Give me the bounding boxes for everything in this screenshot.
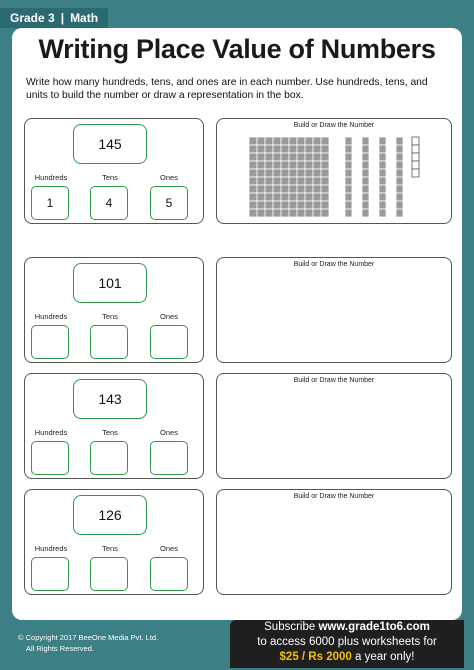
hundreds-flat-cell (281, 201, 289, 209)
tens-rod-cell (396, 137, 403, 145)
number-box: 101 (73, 263, 147, 303)
hundreds-flat-cell (305, 193, 313, 201)
hundreds-flat-cell (249, 185, 257, 193)
hundreds-flat-cell (281, 145, 289, 153)
hundreds-flat-cell (289, 169, 297, 177)
tens-rod-cell (362, 169, 369, 177)
hundreds-flat-cell (281, 153, 289, 161)
hundreds-flat-cell (265, 153, 273, 161)
hundreds-flat-cell (257, 161, 265, 169)
hundreds-flat-cell (313, 153, 321, 161)
hundreds-flat-cell (257, 153, 265, 161)
tens-rod-cell (345, 177, 352, 185)
ones-answer-box[interactable] (150, 557, 188, 591)
hundreds-flat-cell (321, 177, 329, 185)
tens-rod-cell (396, 185, 403, 193)
base-ten-model (217, 119, 451, 223)
hundreds-flat-cell (265, 169, 273, 177)
tens-rod-cell (379, 145, 386, 153)
hundreds-flat-cell (265, 161, 273, 169)
hundreds-flat-cell (273, 201, 281, 209)
hundreds-flat-cell (321, 153, 329, 161)
hundreds-flat-cell (305, 177, 313, 185)
tens-rod-cell (362, 177, 369, 185)
hundreds-flat-cell (289, 193, 297, 201)
tens-rod-cell (345, 145, 352, 153)
hundreds-flat-cell (297, 153, 305, 161)
tens-rod-cell (362, 145, 369, 153)
problem-card (24, 257, 204, 363)
tens-rod-cell (345, 193, 352, 201)
tens-label: Tens (102, 173, 118, 182)
tens-answer-box[interactable] (90, 441, 128, 475)
hundreds-flat-cell (257, 137, 265, 145)
promo-line3: a year only! (351, 651, 415, 663)
hundreds-flat-cell (249, 169, 257, 177)
tens-rod-cell (396, 201, 403, 209)
hundreds-flat-cell (305, 145, 313, 153)
hundreds-flat-cell (249, 161, 257, 169)
hundreds-flat-cell (273, 185, 281, 193)
hundreds-flat-cell (305, 161, 313, 169)
tens-rod-cell (345, 201, 352, 209)
number-box: 143 (73, 379, 147, 419)
tens-rod-cell (379, 185, 386, 193)
hundreds-flat-cell (313, 177, 321, 185)
copyright-notice (18, 632, 158, 654)
grade-label: Grade 3 (10, 11, 55, 25)
hundreds-flat-cell (281, 185, 289, 193)
ones-label: Ones (160, 173, 178, 182)
hundreds-label: Hundreds (34, 428, 68, 437)
hundreds-flat-cell (297, 161, 305, 169)
hundreds-answer-box[interactable] (31, 441, 69, 475)
grade-subject-tag (0, 8, 108, 28)
number-box: 126 (73, 495, 147, 535)
hundreds-flat-cell (289, 161, 297, 169)
tens-rod-cell (345, 185, 352, 193)
ones-label: Ones (160, 544, 178, 553)
hundreds-flat-cell (273, 193, 281, 201)
hundreds-flat-cell (265, 193, 273, 201)
tens-rod-cell (396, 209, 403, 217)
hundreds-flat-cell (265, 209, 273, 217)
hundreds-label: Hundreds (34, 312, 68, 321)
tens-rod-cell (379, 137, 386, 145)
ones-unit (412, 153, 419, 161)
ones-answer-box[interactable]: 5 (150, 186, 188, 220)
hundreds-flat-cell (305, 201, 313, 209)
hundreds-flat-cell (313, 201, 321, 209)
tens-rod-cell (396, 177, 403, 185)
hundreds-flat-cell (289, 201, 297, 209)
hundreds-flat-cell (297, 193, 305, 201)
hundreds-flat-cell (249, 193, 257, 201)
promo-price: $25 / Rs 2000 (279, 651, 352, 663)
build-draw-title: Build or Draw the Number (293, 122, 375, 129)
build-draw-box[interactable] (216, 257, 452, 363)
tens-rod-cell (345, 153, 352, 161)
hundreds-flat-cell (305, 185, 313, 193)
tens-rod-cell (345, 137, 352, 145)
hundreds-flat-cell (249, 177, 257, 185)
tens-label: Tens (102, 312, 118, 321)
tens-rod-cell (362, 153, 369, 161)
subject-label: Math (70, 11, 99, 25)
ones-unit (412, 169, 419, 177)
hundreds-flat-cell (281, 209, 289, 217)
tens-rod-cell (345, 209, 352, 217)
problem-card (24, 118, 204, 224)
ones-label: Ones (160, 312, 178, 321)
hundreds-flat-cell (321, 137, 329, 145)
hundreds-flat-cell (305, 153, 313, 161)
hundreds-flat-cell (265, 137, 273, 145)
hundreds-flat-cell (257, 145, 265, 153)
problem-card (24, 373, 204, 479)
tens-rod-cell (362, 161, 369, 169)
hundreds-flat-cell (265, 185, 273, 193)
hundreds-flat-cell (257, 209, 265, 217)
hundreds-flat-cell (321, 193, 329, 201)
build-draw-title: Build or Draw the Number (293, 493, 375, 500)
hundreds-flat-cell (289, 137, 297, 145)
hundreds-flat-cell (313, 161, 321, 169)
tens-label: Tens (102, 544, 118, 553)
tens-rod-cell (345, 161, 352, 169)
hundreds-flat-cell (289, 145, 297, 153)
hundreds-flat-cell (297, 169, 305, 177)
build-draw-title: Build or Draw the Number (293, 261, 375, 268)
tens-rod-cell (362, 137, 369, 145)
hundreds-flat-cell (273, 161, 281, 169)
tens-rod-cell (379, 169, 386, 177)
ones-answer-box[interactable] (150, 441, 188, 475)
tens-rod-cell (362, 209, 369, 217)
tens-label: Tens (102, 428, 118, 437)
hundreds-flat-cell (281, 161, 289, 169)
problem-card (24, 489, 204, 595)
hundreds-label: Hundreds (34, 173, 68, 182)
tens-rod-cell (362, 201, 369, 209)
hundreds-flat-cell (273, 145, 281, 153)
hundreds-flat-cell (313, 137, 321, 145)
tens-rod-cell (396, 145, 403, 153)
hundreds-flat-cell (249, 137, 257, 145)
hundreds-answer-box[interactable]: 1 (31, 186, 69, 220)
hundreds-flat-cell (273, 137, 281, 145)
hundreds-flat-cell (257, 201, 265, 209)
ones-unit (412, 145, 419, 153)
copyright-line: © Copyright 2017 BeeOne Media Pvt. Ltd. (18, 633, 159, 642)
subscribe-banner[interactable] (230, 620, 464, 668)
build-draw-title: Build or Draw the Number (293, 377, 375, 384)
hundreds-flat-cell (297, 177, 305, 185)
hundreds-flat-cell (273, 177, 281, 185)
hundreds-flat-cell (321, 209, 329, 217)
hundreds-flat-cell (321, 145, 329, 153)
hundreds-flat-cell (281, 137, 289, 145)
hundreds-flat-cell (257, 193, 265, 201)
promo-site-link[interactable]: www.grade1to6.com (318, 621, 430, 633)
hundreds-flat-cell (281, 169, 289, 177)
ones-unit (412, 161, 419, 169)
hundreds-flat-cell (313, 169, 321, 177)
tens-rod-cell (379, 209, 386, 217)
ones-unit (412, 137, 419, 145)
hundreds-flat-cell (265, 145, 273, 153)
hundreds-flat-cell (289, 209, 297, 217)
hundreds-flat-cell (297, 145, 305, 153)
tens-answer-box[interactable] (90, 557, 128, 591)
tens-answer-box[interactable]: 4 (90, 186, 128, 220)
hundreds-flat-cell (265, 201, 273, 209)
hundreds-flat-cell (249, 153, 257, 161)
tens-rod-cell (396, 153, 403, 161)
tens-rod-cell (379, 177, 386, 185)
hundreds-flat-cell (281, 193, 289, 201)
ones-answer-box[interactable] (150, 325, 188, 359)
hundreds-flat-cell (313, 209, 321, 217)
hundreds-flat-cell (297, 201, 305, 209)
tens-answer-box[interactable] (90, 325, 128, 359)
hundreds-label: Hundreds (34, 544, 68, 553)
hundreds-flat-cell (273, 169, 281, 177)
hundreds-flat-cell (273, 209, 281, 217)
hundreds-flat-cell (297, 185, 305, 193)
hundreds-answer-box[interactable] (31, 325, 69, 359)
tag-divider: | (60, 11, 65, 25)
hundreds-flat-cell (313, 145, 321, 153)
promo-subscribe-text: Subscribe (264, 621, 319, 633)
tens-rod-cell (379, 153, 386, 161)
hundreds-flat-cell (257, 185, 265, 193)
build-draw-box[interactable] (216, 373, 452, 479)
hundreds-flat-cell (249, 145, 257, 153)
build-draw-box[interactable] (216, 489, 452, 595)
hundreds-flat-cell (305, 169, 313, 177)
tens-rod-cell (379, 161, 386, 169)
tens-rod-cell (396, 161, 403, 169)
hundreds-flat-cell (257, 169, 265, 177)
tens-rod-cell (345, 169, 352, 177)
hundreds-flat-cell (321, 169, 329, 177)
tens-rod-cell (379, 193, 386, 201)
rights-line: All Rights Reserved. (26, 644, 94, 653)
hundreds-flat-cell (289, 177, 297, 185)
hundreds-flat-cell (273, 153, 281, 161)
tens-rod-cell (362, 193, 369, 201)
hundreds-flat-cell (281, 177, 289, 185)
instructions: Write how many hundreds, tens, and ones are in each number. Use hundreds, tens, and units to build the number or draw a representation in the box. (26, 77, 428, 101)
worksheet-title: Writing Place Value of Numbers (38, 34, 436, 64)
promo-line2: to access 6000 plus worksheets for (257, 636, 437, 648)
hundreds-flat-cell (305, 137, 313, 145)
hundreds-flat-cell (297, 209, 305, 217)
hundreds-flat-cell (249, 201, 257, 209)
build-draw-box[interactable] (216, 118, 452, 224)
number-box: 145 (73, 124, 147, 164)
hundreds-flat-cell (257, 177, 265, 185)
tens-rod-cell (379, 201, 386, 209)
hundreds-flat-cell (313, 193, 321, 201)
hundreds-flat-cell (321, 185, 329, 193)
hundreds-flat-cell (265, 177, 273, 185)
hundreds-flat-cell (305, 209, 313, 217)
tens-rod-cell (362, 185, 369, 193)
hundreds-flat-cell (321, 201, 329, 209)
hundreds-flat-cell (321, 161, 329, 169)
hundreds-flat-cell (249, 209, 257, 217)
hundreds-flat-cell (289, 153, 297, 161)
tens-rod-cell (396, 169, 403, 177)
hundreds-answer-box[interactable] (31, 557, 69, 591)
ones-label: Ones (160, 428, 178, 437)
hundreds-flat-cell (297, 137, 305, 145)
hundreds-flat-cell (289, 185, 297, 193)
hundreds-flat-cell (313, 185, 321, 193)
tens-rod-cell (396, 193, 403, 201)
